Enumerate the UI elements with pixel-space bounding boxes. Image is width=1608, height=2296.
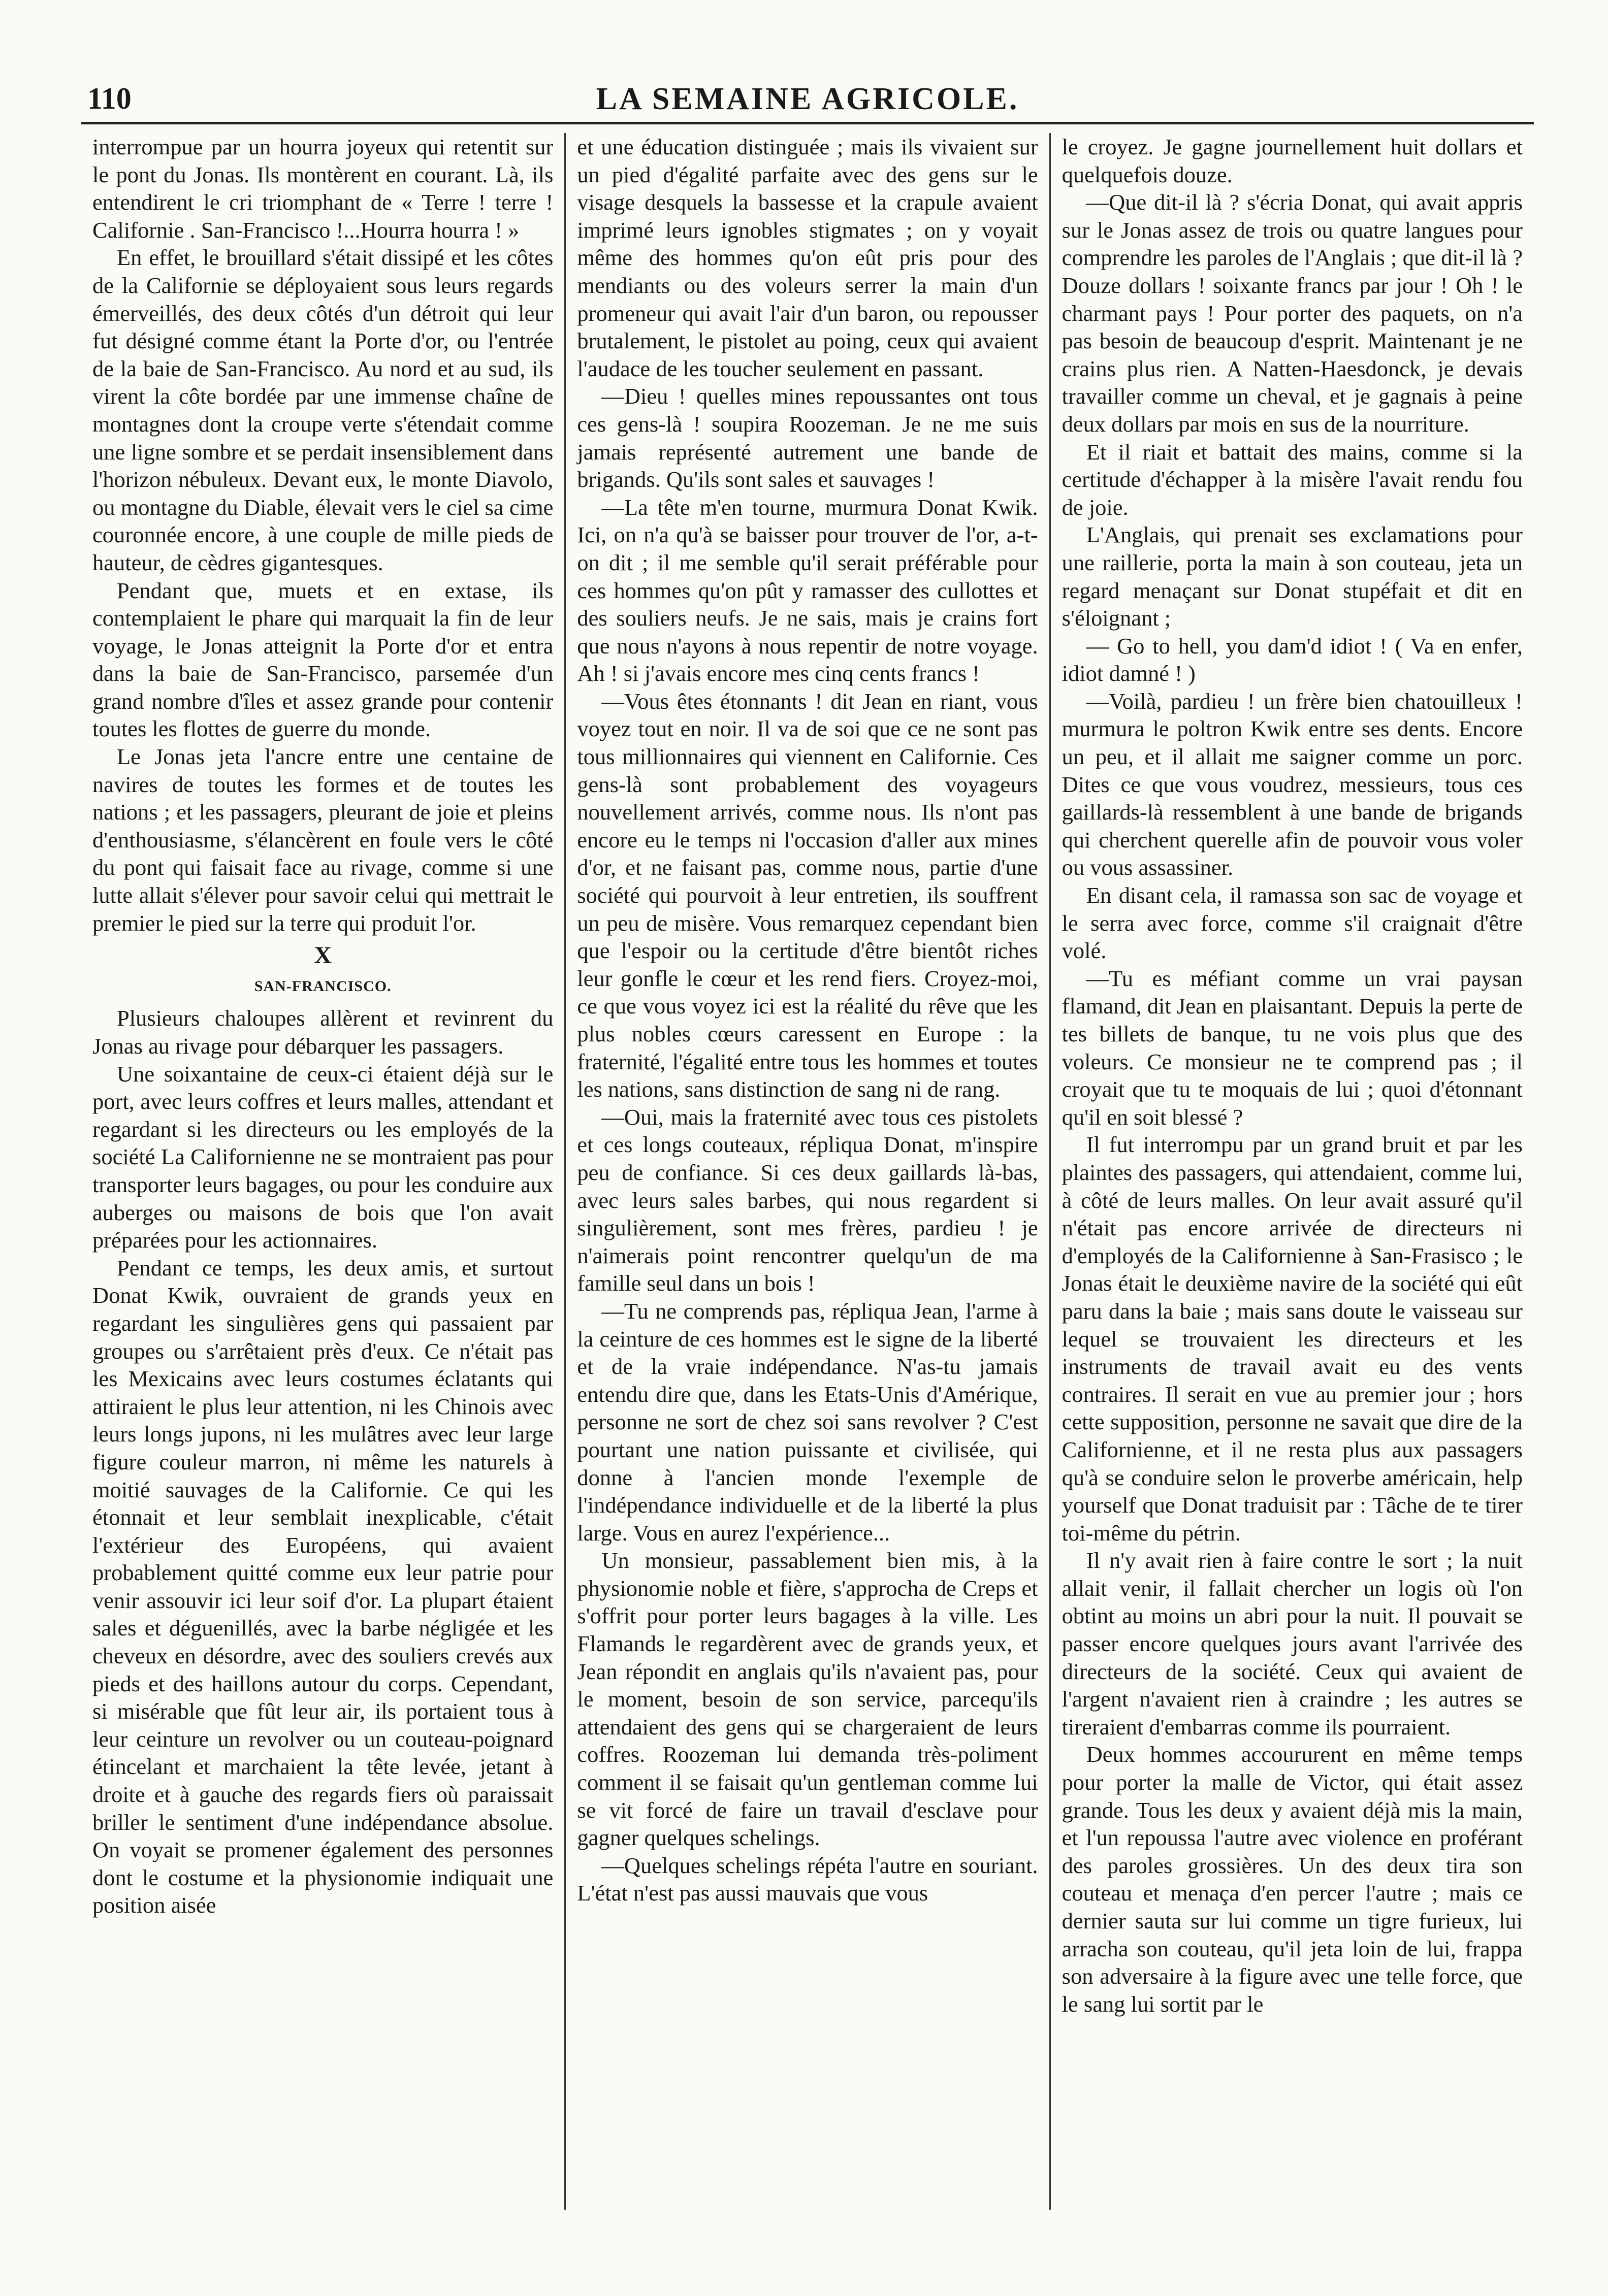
paragraph: —Quelques schelings répéta l'autre en souriant. L'état n'est pas aussi mauvais que vous [577, 1852, 1038, 1906]
column-1 [81, 133, 564, 2210]
paragraph: —Tu es méfiant comme un vrai paysan flamand, dit Jean en plaisantant. Depuis la perte de tes billets de banque, tu ne vois plus que des voleurs. Ce monsieur ne te comprend pas ; il croyait que tu te moquais de lui ; quoi d'étonnant qu'il en soit blessé ? [1062, 965, 1523, 1130]
paragraph: interrompue par un hourra joyeux qui retentit sur le pont du Jonas. Ils montèrent en courant. Là, ils entendirent le cri triomphant de « Terre ! terre ! Californie . San-Francisco !...Hourra hourra ! » [92, 134, 554, 243]
page-header [81, 76, 1534, 124]
paragraph: —La tête m'en tourne, murmura Donat Kwik. Ici, on n'a qu'à se baisser pour trouver de l'or, a-t-on dit ; il me semble qu'il serait préférable pour ces hommes qu'on pût y ramasser des cullottes et des souliers neufs. Je ne sais, mais je crains fort que nous n'ayons à nous repentir de notre voyage. Ah ! si j'avais encore mes cinq cents francs ! [577, 494, 1038, 686]
paragraph: L'Anglais, qui prenait ses exclamations pour une raillerie, porta la main à son couteau, jeta un regard menaçant sur Donat stupéfait et dit en s'éloignant ; [1062, 522, 1523, 631]
paragraph: Et il riait et battait des mains, comme si la certitude d'échapper à la misère l'avait rendu fou de joie. [1062, 439, 1523, 520]
paragraph: En disant cela, il ramassa son sac de voyage et le serra avec force, comme s'il craignait d'être volé. [1062, 882, 1523, 964]
paragraph: —Oui, mais la fraternité avec tous ces pistolets et ces longs couteaux, répliqua Donat, m'inspire peu de confiance. Si ces deux gaillards là-bas, avec leurs sales barbes, qui nous regardent si singulièrement, sont mes frères, pardieu ! je n'aimerais point rencontrer quelqu'un de ma famille seul dans un bois ! [577, 1104, 1038, 1296]
paragraph: —Dieu ! quelles mines repoussantes ont tous ces gens-là ! soupira Roozeman. Je ne me suis jamais représenté autrement une bande de brigands. Qu'ils sont sales et sauvages ! [577, 383, 1038, 493]
paragraph: — Go to hell, you dam'd idiot ! ( Va en enfer, idiot damné ! ) [1062, 633, 1523, 686]
paragraph: Une soixantaine de ceux-ci étaient déjà sur le port, avec leurs coffres et leurs malles, attendant et regardant si les directeurs ou les employés de la société La Californienne ne se montraient pas pour transporter leurs bagages, ou pour les conduire aux auberges ou maisons de bois que l'on avait préparées pour les actionnaires. [92, 1061, 554, 1253]
section-number: X [314, 942, 332, 969]
section-title: SAN-FRANCISCO. [254, 977, 392, 995]
paragraph: Il fut interrompu par un grand bruit et par les plaintes des passagers, qui attendaient, comme lui, à côté de leurs malles. On leur avait assuré qu'il n'était pas encore arrivée de directeurs ni d'employés de la Californienne à San-Frasisco ; le Jonas était le deuxième navire de la société qui eût paru dans la baie ; mais sans doute le vaisseau sur lequel se trouvaient les directeurs et les instruments de travail avait eu des vents contraires. Il serait en vue au premier jour ; hors cette supposition, personne ne savait que dire de la Californienne, et il ne resta plus aux passagers qu'à se conduire selon le proverbe américain, help yourself que Donat traduisit par : Tâche de te tirer toi-même du pétrin. [1062, 1132, 1523, 1546]
paragraph: Le Jonas jeta l'ancre entre une centaine de navires de toutes les formes et de toutes les nations ; et les passagers, pleurant de joie et pleins d'enthousiasme, s'élancèrent en foule vers le côté du pont qui faisait face au rivage, comme si une lutte allait s'élever pour savoir celui qui mettrait le premier le pied sur la terre qui produit l'or. [92, 744, 554, 936]
paragraph: Un monsieur, passablement bien mis, à la physionomie noble et fière, s'approcha de Creps et s'offrit pour porter leurs bagages à la ville. Les Flamands le regardèrent avec de grands yeux, et Jean répondit en anglais qu'ils n'avaient pas, pour le moment, besoin de son service, parcequ'ils attendaient des gens qui se chargeraient de leurs coffres. Roozeman lui demanda très-poliment comment il se faisait qu'un gentleman comme lui se vit forcé de faire un travail d'esclave pour gagner quelques schelings. [577, 1548, 1038, 1851]
paragraph: et une éducation distinguée ; mais ils vivaient sur un pied d'égalité parfaite avec des gens sur le visage desquels la bassesse et la crapule avaient imprimé leurs ignobles stigmates ; on y voyait même des hommes qu'on eût pris pour des mendiants ou des voleurs serrer la main d'un promeneur qui avait l'air d'un baron, ou repousser brutalement, le pistolet au poing, ceux qui avaient l'audace de les toucher seulement en passant. [577, 134, 1038, 381]
paragraph: Deux hommes accoururent en même temps pour porter la malle de Victor, qui était assez grande. Tous les deux y avaient déjà mis la main, et l'un repoussa l'autre avec violence en proférant des paroles grossières. Un des deux tira son couteau et menaça d'en percer l'autre ; mais ce dernier sauta sur lui comme un tigre furieux, lui arracha son couteau, qu'il jeta loin de lui, frappa son adversaire à la figure avec une telle force, que le sang lui sortit par le [1062, 1742, 1523, 2017]
paragraph: —Vous êtes étonnants ! dit Jean en riant, vous voyez tout en noir. Il va de soi que ce ne sont pas tous millionnaires qui viennent en Californie. Ces gens-là sont probablement des voyageurs nouvellement arrivés, comme nous. Ils n'ont pas encore eu le temps ni l'occasion d'aller aux mines d'or, et ne faisant pas, comme nous, partie d'une société qui pourvoit à leur entretien, ils souffrent un peu de misère. Vous remarquez cependant bien que l'espoir ou la certitude d'être bientôt riches leur gonfle le cœur et les rend fiers. Croyez-moi, ce que vous voyez ici est la réalité du rêve que les plus nobles cœurs caressent en Europe : la fraternité, l'égalité entre tous les hommes et toutes les nations, sans distinction de sang ni de rang. [577, 688, 1038, 1102]
paragraph: Pendant que, muets et en extase, ils contemplaient le phare qui marquait la fin de leur voyage, le Jonas atteignit la Porte d'or et entra dans la baie de San-Francisco, parsemée d'un grand nombre d'îles et assez grande pour contenir toutes les flottes de guerre du monde. [92, 577, 554, 742]
column-2 [564, 133, 1049, 2210]
journal-title: LA SEMAINE AGRICOLE. [596, 82, 1019, 116]
paragraph: —Voilà, pardieu ! un frère bien chatouilleux ! murmura le poltron Kwik entre ses dents. Encore un peu, et il allait me saigner comme un porc. Dites ce que vous voudrez, messieurs, tous ces gaillards-là ressemblent à une bande de brigands qui cherchent querelle afin de pouvoir vous voler ou vous assassiner. [1062, 688, 1523, 880]
paragraph: —Tu ne comprends pas, répliqua Jean, l'arme à la ceinture de ces hommes est le signe de la liberté et de la vraie indépendance. N'as-tu jamais entendu dire que, dans les Etats-Unis d'Amérique, personne ne sort de chez soi sans revolver ? C'est pourtant une nation puissante et civilisée, qui donne à l'ancien monde l'exemple de l'indépendance individuelle et de la liberté la plus large. Vous en aurez l'expérience... [577, 1298, 1038, 1546]
paragraph: Pendant ce temps, les deux amis, et surtout Donat Kwik, ouvraient de grands yeux en regardant les singulières gens qui passaient par groupes ou s'arrêtaient près d'eux. Ce n'était pas les Mexicains avec leurs costumes éclatants qui attiraient le plus leur attention, ni les Chinois avec leurs longs jupons, ni les mulâtres avec leur large figure couleur marron, ni même les naturels à moitié sauvages de la Californie. Ce qui les étonnait et leur semblait inexplicable, c'était l'extérieur des Européens, qui avaient probablement quitté comme eux leur patrie pour venir assouvir ici leur soif d'or. La plupart étaient sales et déguenillés, avec la barbe négligée et les cheveux en désordre, avec des souliers crevés aux pieds et des haillons autour du corps. Cependant, si misérable que fût leur air, ils portaient tous à leur ceinture un revolver ou un couteau-poignard étincelant et marchaient la tête levée, jetant à droite et à gauche des regards fiers où paraissait briller le sentiment d'une indépendance absolue. On voyait se promener également des personnes dont le costume et la physionomie indiquait une position aisée [92, 1255, 554, 1918]
page-number: 110 [87, 82, 132, 115]
paragraph: le croyez. Je gagne journellement huit dollars et quelquefois douze. [1062, 134, 1523, 187]
paragraph: Il n'y avait rien à faire contre le sort ; la nuit allait venir, il fallait chercher un logis où l'on obtint au moins un abri pour la nuit. Il pouvait se passer encore quelques jours avant l'arrivée des directeurs de la société. Ceux qui avaient de l'argent n'avaient rien à craindre ; les autres se tireraient d'embarras comme ils pourraient. [1062, 1548, 1523, 1740]
paragraph: En effet, le brouillard s'était dissipé et les côtes de la Californie se déployaient sous leurs regards émerveillés, des deux côtés d'un détroit qui leur fut désigné comme étant la Porte d'or, ou l'entrée de la baie de San-Francisco. Au nord et au sud, ils virent la côte bordée par une immense chaîne de montagnes dont la croupe verte s'étendait comme une ligne sombre et se perdait insensiblement dans l'horizon nébuleux. Devant eux, le monte Diavolo, ou montagne du Diable, élevait vers le ciel sa cime couronnée encore, à une couple de mille pieds de hauteur, de cèdres gigantesques. [92, 245, 554, 575]
paragraph: Plusieurs chaloupes allèrent et revinrent du Jonas au rivage pour débarquer les passagers. [92, 1005, 554, 1059]
column-3 [1049, 133, 1534, 2210]
article-columns [81, 133, 1534, 2210]
paragraph: —Que dit-il là ? s'écria Donat, qui avait appris sur le Jonas assez de trois ou quatre langues pour comprendre les paroles de l'Anglais ; que dit-il là ? Douze dollars ! soixante francs par jour ! Oh ! le charmant pays ! Pour porter des paquets, on n'a pas besoin de beaucoup d'esprit. Maintenant je ne crains plus rien. A Natten-Haesdonck, je devais travailler comme un cheval, et je gagnais à peine deux dollars par mois en sus de la nourriture. [1062, 189, 1523, 437]
